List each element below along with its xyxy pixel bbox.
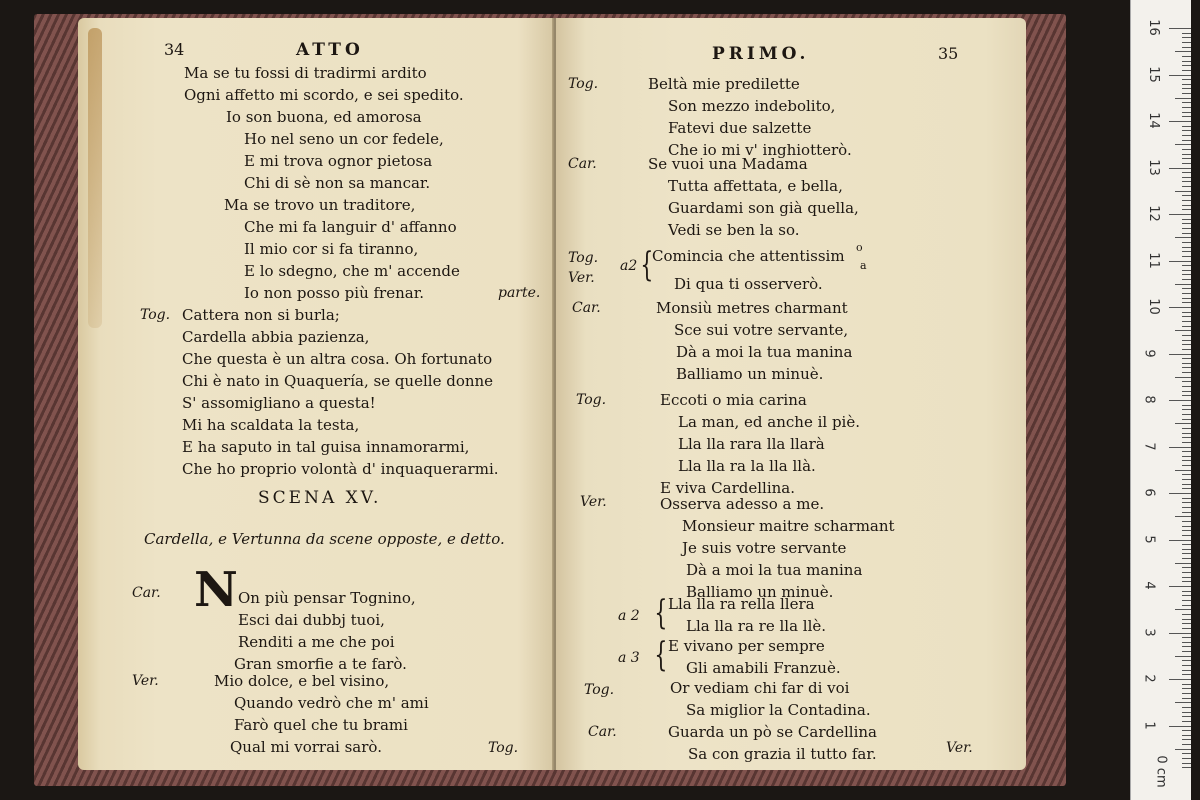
verse-line: Lla lla ra re lla llè. [686,617,827,635]
ruler-number: 7 [1141,441,1157,451]
ruler-tick [1182,744,1191,745]
verse-line: Lla lla ra la lla llà. [678,457,816,475]
ruler-tick [1169,447,1191,448]
ruler-tick [1182,163,1191,164]
ruler-tick [1182,698,1191,699]
ruler-tick [1182,37,1191,38]
speaker-label: Tog. [140,307,171,323]
ruler-tick [1182,363,1191,364]
verse-line: Beltà mie predilette [648,75,800,93]
ruler-tick [1182,340,1191,341]
ruler-tick [1182,242,1191,243]
ruler-tick [1182,660,1191,661]
ruler-tick [1182,195,1191,196]
ruler-tick [1169,75,1191,76]
verse-line: Guarda un pò se Cardellina [668,723,877,741]
ruler-tick [1182,209,1191,210]
ruler-tick [1175,51,1191,52]
ruler-tick [1182,707,1191,708]
verse-line: Ma se tu fossi di tradirmi ardito [184,64,427,82]
verse-line: S' assomigliano a questa! [182,394,376,412]
verse-line: Esci dai dubbj tuoi, [238,611,385,629]
verse-line: Sa miglior la Contadina. [686,701,871,719]
ruler-tick [1182,56,1191,57]
verse-line: Cardella abbia pazienza, [182,328,370,346]
speaker-label: Car. [568,156,597,172]
ruler-number: 5 [1141,534,1157,544]
ruler-tick [1182,112,1191,113]
verse-line: Mio dolce, e bel visino, [214,672,390,690]
ruler-tick [1169,586,1191,587]
ruler-tick [1182,372,1191,373]
verse-line: Ho nel seno un cor fedele, [244,130,444,148]
ruler-tick [1182,600,1191,601]
ruler-tick [1182,279,1191,280]
ruler-tick [1182,395,1191,396]
verse-line: Vedi se ben la so. [668,221,800,239]
ruler-tick [1175,749,1191,750]
ruler-tick [1182,530,1191,531]
ruler-tick [1182,437,1191,438]
verse-line: Che ho proprio volontà d' inquaquerarmi. [182,460,499,478]
ruler-tick [1175,656,1191,657]
ruler-tick [1169,726,1191,727]
ruler-tick [1182,33,1191,34]
ruler-tick [1169,493,1191,494]
ruler-tick [1182,270,1191,271]
verse-line: Balliamo un minuè. [686,583,834,601]
scene-description: Cardella, e Vertunna da scene opposte, e detto. [144,530,505,548]
speaker-label: Ver. [132,673,159,689]
ruler-tick [1169,121,1191,122]
ruler-tick [1182,688,1191,689]
ruler-number: 6 [1141,488,1157,497]
ruler-tick [1182,535,1191,536]
ruler-number: 10 [1145,298,1161,315]
ruler-tick [1182,158,1191,159]
ruler-tick [1182,47,1191,48]
ruler-tick [1182,721,1191,722]
verse-line: Quando vedrò che m' ami [234,694,429,712]
ruler-tick [1182,591,1191,592]
ruler-tick [1182,358,1191,359]
ruler-tick [1182,763,1191,764]
ruler-tick [1182,200,1191,201]
verse-line: E vivano per sempre [668,637,825,655]
verse-line: Sce sui votre servante, [674,321,849,339]
ruler-tick [1182,433,1191,434]
ruler-tick [1182,581,1191,582]
ruler-tick [1182,465,1191,466]
brace-icon: { [640,245,654,285]
verse-line: Mi ha scaldata la testa, [182,416,360,434]
ruler-tick [1182,223,1191,224]
ruler-tick [1175,144,1191,145]
ruler-tick [1182,102,1191,103]
verse-line: E mi trova ognor pietosa [244,152,433,170]
ruler-tick [1175,609,1191,610]
stage-direction: parte. [498,285,541,301]
ruler-tick [1169,679,1191,680]
running-head-left: ATTO [296,40,364,60]
verse-line: Gli amabili Franzuè. [686,659,841,677]
ruler-tick [1182,61,1191,62]
ruler-tick [1182,451,1191,452]
verse-line: Gran smorfie a te farò. [234,655,407,673]
ruler-tick [1182,135,1191,136]
ruler-tick [1182,130,1191,131]
verse-line: Son mezzo indebolito, [668,97,836,115]
speaker-label: Car. [572,300,601,316]
ruler-tick [1169,28,1191,29]
ruler-tick [1182,502,1191,503]
verse-line: Di qua ti osserverò. [674,275,823,293]
ruler-tick [1182,619,1191,620]
measuring-ruler [1130,0,1191,800]
left-page [78,18,554,770]
ruler-tick [1182,335,1191,336]
ruler-tick [1182,637,1191,638]
verse-line: Che mi fa languir d' affanno [244,218,457,236]
brace-icon: { [654,593,668,633]
ruler-tick [1175,191,1191,192]
ruler-tick [1182,614,1191,615]
ruler-tick [1182,42,1191,43]
ruler-tick [1182,544,1191,545]
ruler-tick [1182,488,1191,489]
superscript-letter: o [856,241,863,254]
verse-line: Comincia che attentissim [652,247,845,265]
speaker-label: Car. [132,585,161,601]
ruler-number: 12 [1145,205,1161,222]
ruler-tick [1182,405,1191,406]
ruler-tick [1182,758,1191,759]
ruler-number: 15 [1145,65,1161,83]
ruler-tick [1182,288,1191,289]
speaker-label: Tog. [568,250,599,266]
verse-line: Renditi a me che poi [238,633,395,651]
ruler-tick [1182,186,1191,187]
ruler-number: 8 [1141,395,1157,404]
ruler-tick [1182,344,1191,345]
ruler-tick [1182,693,1191,694]
ruler-tick [1169,307,1191,308]
ruler-tick [1182,498,1191,499]
ruler-tick [1169,400,1191,401]
ruler-tick [1182,767,1191,768]
verse-line: Ma se trovo un traditore, [224,196,416,214]
ruler-tick [1182,419,1191,420]
ruler-tick [1175,330,1191,331]
verse-line: La man, ed anche il piè. [678,413,860,431]
ruler-tick [1182,409,1191,410]
verse-line: Guardami son già quella, [668,199,859,217]
verse-line: E viva Cardellina. [660,479,796,497]
catchword: Tog. [488,740,519,756]
verse-line: Farò quel che tu brami [234,716,408,734]
ruler-tick [1182,684,1191,685]
ruler-tick [1182,70,1191,71]
ensemble-marker: a 3 [618,650,640,666]
ruler-tick [1182,228,1191,229]
ruler-tick [1182,642,1191,643]
ruler-tick [1182,84,1191,85]
ruler-tick [1169,261,1191,262]
right-page [556,18,1026,770]
speaker-label: Ver. [568,270,595,286]
verse-line: Se vuoi una Madama [648,155,808,173]
ruler-tick [1182,293,1191,294]
drop-capital: N [194,562,238,618]
ruler-number: 4 [1141,581,1157,590]
ruler-tick [1182,205,1191,206]
page-number-left: 34 [164,40,185,59]
ruler-tick [1182,140,1191,141]
ruler-tick [1182,274,1191,275]
ruler-tick [1182,549,1191,550]
verse-line: Eccoti o mia carina [660,391,807,409]
ruler-tick [1182,428,1191,429]
ruler-tick [1182,567,1191,568]
ruler-tick [1182,219,1191,220]
ruler-number: 13 [1145,158,1161,176]
ruler-tick [1182,233,1191,234]
verse-line: Lla lla ra rella llera [668,595,815,613]
speaker-label: Tog. [576,392,607,408]
ruler-tick [1182,312,1191,313]
ruler-number: 14 [1145,112,1161,129]
ruler-tick [1182,665,1191,666]
verse-line: Cattera non si burla; [182,306,340,324]
ruler-number: 1 [1141,720,1157,730]
ruler-tick [1182,251,1191,252]
ruler-tick [1182,507,1191,508]
ruler-tick [1182,181,1191,182]
ruler-tick [1169,214,1191,215]
verse-line: Monsiù metres charmant [656,299,848,317]
verse-line: Osserva adesso a me. [660,495,825,513]
ruler-tick [1182,605,1191,606]
ruler-tick [1182,739,1191,740]
verse-line: Or vediam chi far di voi [670,679,850,697]
ruler-tick [1182,391,1191,392]
ruler-tick [1182,484,1191,485]
ruler-tick [1182,326,1191,327]
verse-line: Balliamo un minuè. [676,365,824,383]
verse-line: Io non posso più frenar. [244,284,424,302]
verse-line: Dà a moi la tua manina [676,343,853,361]
ruler-tick [1182,628,1191,629]
ruler-tick [1182,177,1191,178]
verse-line: Tutta affettata, e bella, [668,177,843,195]
ruler-tick [1182,381,1191,382]
ruler-tick [1175,470,1191,471]
ruler-tick [1182,298,1191,299]
ruler-tick [1182,79,1191,80]
ruler-tick [1182,646,1191,647]
verse-line: Chi di sè non sa mancar. [244,174,431,192]
ruler-tick [1175,423,1191,424]
ensemble-marker: a 2 [618,608,640,624]
ruler-number: 2 [1141,674,1157,683]
ruler-tick [1182,460,1191,461]
verse-line: Che questa è un altra cosa. Oh fortunato [182,350,493,368]
ruler-tick [1182,753,1191,754]
ruler-tick [1182,256,1191,257]
ruler-tick [1169,168,1191,169]
ruler-tick [1182,558,1191,559]
ruler-tick [1169,540,1191,541]
ruler-tick [1182,595,1191,596]
ruler-tick [1182,651,1191,652]
ruler-tick [1182,93,1191,94]
ruler-tick [1182,572,1191,573]
ruler-number: 0 cm [1153,755,1169,788]
catchword: Ver. [946,740,973,756]
ruler-tick [1182,577,1191,578]
ruler-tick [1182,716,1191,717]
ruler-tick [1182,321,1191,322]
ruler-tick [1182,730,1191,731]
page-number-right: 35 [938,44,959,63]
ruler-tick [1182,553,1191,554]
verse-line: Dà a moi la tua manina [686,561,863,579]
verse-line: Monsieur maitre scharmant [682,517,895,535]
verse-line: Che io mi v' inghiotterò. [668,141,852,159]
verse-line: Io son buona, ed amorosa [226,108,422,126]
ruler-tick [1182,349,1191,350]
ruler-tick [1182,712,1191,713]
ruler-tick [1182,247,1191,248]
ruler-tick [1182,474,1191,475]
ruler-tick [1182,172,1191,173]
ruler-tick [1182,479,1191,480]
ruler-tick [1169,633,1191,634]
ensemble-marker: a2 [620,258,638,274]
ruler-tick [1182,126,1191,127]
verse-line: Chi è nato in Quaquería, se quelle donne [182,372,494,390]
verse-line: Lla lla rara lla llarà [678,435,825,453]
ruler-tick [1182,154,1191,155]
speaker-label: Ver. [580,494,607,510]
ruler-tick [1175,377,1191,378]
brace-icon: { [654,635,668,675]
ruler-number: 9 [1141,348,1157,358]
ruler-tick [1175,284,1191,285]
ruler-tick [1182,386,1191,387]
speaker-label: Tog. [584,682,615,698]
ruler-tick [1182,442,1191,443]
subscript-letter: a [860,259,867,272]
verse-line: Fatevi due salzette [668,119,812,137]
ruler-tick [1175,516,1191,517]
ruler-tick [1182,88,1191,89]
ruler-tick [1182,367,1191,368]
ruler-tick [1182,735,1191,736]
ruler-tick [1182,623,1191,624]
running-head-right: PRIMO. [712,44,810,64]
ruler-number: 11 [1145,251,1161,269]
ruler-tick [1175,702,1191,703]
ruler-tick [1175,563,1191,564]
foxing-stain [88,28,102,328]
ruler-tick [1182,456,1191,457]
ruler-tick [1182,302,1191,303]
verse-line: Qual mi vorrai sarò. [230,738,382,756]
verse-line: Je suis votre servante [682,539,847,557]
verse-line: On più pensar Tognino, [238,589,416,607]
ruler-tick [1182,116,1191,117]
scene-title: SCENA XV. [258,488,382,508]
ruler-tick [1169,354,1191,355]
ruler-tick [1182,316,1191,317]
ruler-tick [1182,526,1191,527]
ruler-tick [1175,98,1191,99]
ruler-tick [1175,237,1191,238]
ruler-tick [1182,670,1191,671]
ruler-tick [1182,265,1191,266]
speaker-label: Car. [588,724,617,740]
ruler-tick [1182,414,1191,415]
ruler-number: 16 [1145,19,1161,36]
ruler-number: 3 [1141,627,1157,637]
ruler-tick [1182,521,1191,522]
ruler-tick [1182,65,1191,66]
verse-line: Il mio cor si fa tiranno, [244,240,419,258]
ruler-tick [1182,107,1191,108]
ruler-tick [1182,512,1191,513]
ruler-tick [1182,149,1191,150]
verse-line: Sa con grazia il tutto far. [688,745,877,763]
verse-line: E ha saputo in tal guisa innamorarmi, [182,438,470,456]
speaker-label: Tog. [568,76,599,92]
verse-line: E lo sdegno, che m' accende [244,262,460,280]
ruler-tick [1182,674,1191,675]
verse-line: Ogni affetto mi scordo, e sei spedito. [184,86,464,104]
